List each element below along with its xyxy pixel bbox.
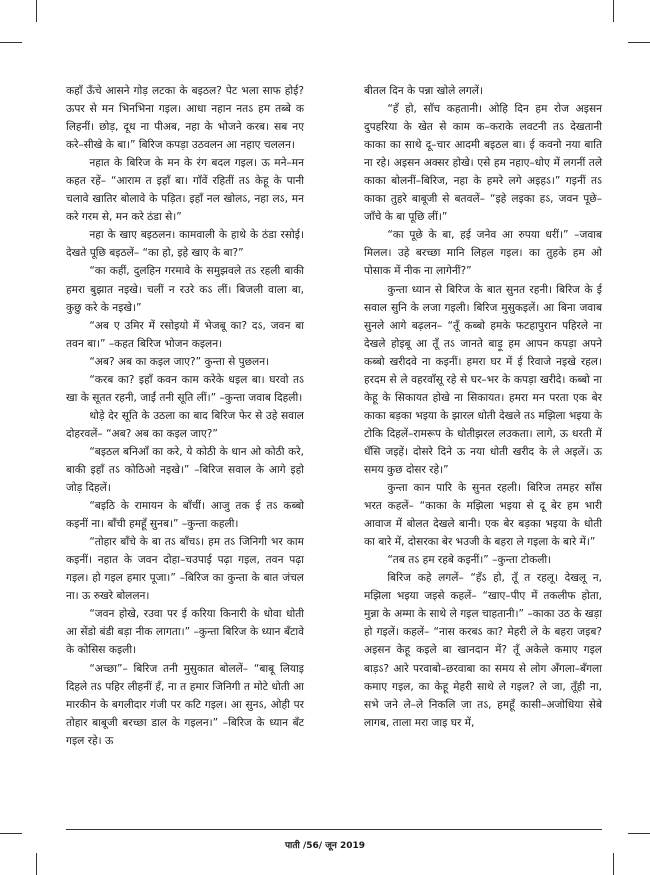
crop-mark <box>0 42 22 43</box>
paragraph: “जवन होखे, रउवा पर ई करिया किनारी के धोवा धोती आ सेंडो बंडी बड़ा नीक लागता।” –कुन्ता बिरिज के ध्यान बँटावे के कोसिस कइली। <box>66 608 304 657</box>
paragraph: कुन्ता कान पारि के सुनत रहली। बिरिज तमहर साँस भरत कहलें– “काका के मझिला भइया से दू बेर हम भारी आवाज में बोलत देखले बानी। एक बेर बड़का भइया के धोती का बारे में, दोसरका बेर भउजी के बहरा ले गइला के बारे में।” <box>364 482 602 549</box>
crop-mark <box>36 853 37 875</box>
paragraph: “तब तऽ हम रहबे कइनीं।” –कुन्ता टोकली। <box>387 554 552 567</box>
paragraph: “करब का? इहाँ कवन काम करेके धइल बा। घरवो तऽ खा के सूतत रहनी, जाईं तनी सूति लीं।” –कुन्ता जवाब दिहली। <box>66 373 304 404</box>
paragraph: बीतल दिन के पन्ना खोले लगलें। <box>364 85 483 97</box>
paragraph: “तोहार बाँचे के बा तऽ बाँचऽ। हम तऽ जिनिगी भर काम कइनीं। नहात के जवन दोहा–चउपाई पढ़ा गइल, तवन पढ़ा गइल। हो गइल हमार पूजा।” –बिरिज का कुन्ता के बात जंचल ना। ऊ रुखरे बोललन। <box>66 536 304 603</box>
crop-mark <box>613 0 614 22</box>
page-footer: पाती /56/ जून 2019 <box>284 841 366 851</box>
paragraph: “बइठि के रामायन के बाँचीं। आजु तक ई तऽ कब्बो कइनीं ना। बाँची हमहूँ सुनब।” –कुन्ता कहली। <box>66 500 304 531</box>
paragraph: “हँ हो, साँच कहतानी। ओहि दिन हम रोज अइसन दुपहरिया के खेत से काम क–कराके लवटनी तऽ देखतानी काका का साथे दू–चार आदमी बइठल बा। ई कवनो नया बाति ना रहे। अइसन अक्सर होखे। एसे हम नहाए–धोए में लगनीं तले काका बोलनीं–बिरिज, नहा के हमरे लगे अइहऽ।” गइनीं तऽ काका तुहरे बाबूजी से बतवलें– “इहे लइका हऽ, जवन पूछे–जाँचे के बा पूछि लीं।” <box>364 103 602 224</box>
footer-rule <box>66 829 602 830</box>
crop-mark <box>36 0 37 22</box>
paragraph: “का कहीं, दुलहिन गरमावे के समुझवले तऽ रहली बाकी हमरा बुझात नइखे। चलीं न रउरे कऽ लीं। बिजली वाला बा, कुछु करे के नइखे।” <box>66 265 304 314</box>
crop-mark <box>628 42 650 43</box>
left-text-column <box>66 82 304 750</box>
paragraph: “अब? अब का कइल जाए?” कुन्ता से पुछलन। <box>89 355 270 368</box>
paragraph: नहात के बिरिज के मन के रंग बदल गइल। ऊ मने–मन कहत रहें– “आराम त इहाँ बा। गाँवें रहितीं तऽ केहू के पानी चलावे खातिर बोलावे के पड़ित। इहाँ नल खोलऽ, नहा लऽ, मन करे गरम से, मन करे ठंडा से।” <box>66 157 304 224</box>
crop-mark <box>628 833 650 834</box>
paragraph: थोड़े देर सूति के उठला का बाद बिरिज फेर से उहे सवाल दोहरवलें– “अब? अब का कइल जाए?” <box>66 409 304 440</box>
crop-mark <box>613 853 614 875</box>
crop-mark <box>0 833 22 834</box>
paragraph: “अब ए उमिर में रसोइयो में भेजबू का? दऽ, जवन बा तवन बा।” –कहत बिरिज भोजन कइलन। <box>66 319 304 350</box>
paragraph: नहा के खाए बइठलन। कामवाली के हाथे के ठंडा रसोई। देखते पूछि बइठलें– “का हो, इहे खाए के बा?” <box>66 229 304 260</box>
paragraph: कहाँ ऊँचे आसने गोड़ लटका के बइठल? पेट भला साफ होई? ऊपर से मन भिनभिना गइल। आधा नहान नतऽ हम तब्बे क लिहनीं। छोड़, दूध ना पीअब, नहा के भोजने करब। सब नए करे–सीखे के बा।” बिरिज कपड़ा उठवलन आ नहाए चललन। <box>66 85 304 152</box>
paragraph: “का पूछे के बा, हई जनेव आ रुपया धरीं।” –जवाब मिलल। उहे बरच्छा मानि लिहल गइल। का तुहके हम ओ पोसाक में नीक ना लागेनीं?” <box>364 229 602 278</box>
paragraph: कुन्ता ध्यान से बिरिज के बात सुनत रहनी। बिरिज के ई सवाल सुनि के लजा गइली। बिरिज मुसुकइलें। आ बिना जवाब सुनले आगे बढ़लन– “तूँ कब्बो हमके फटहापुरान पहिरले ना देखले होइबू आ तूँ तऽ जानते बाड़ू हम आपन कपड़ा अपने कब्बो खरीदवे ना कइनीं। हमरा घर में ई रिवाजे नइखे रहल। हरदम से ले वहरवाँसू रहे से घर–भर के कपड़ा खरीदे। कब्बो ना केहू के सिकायत होखे ना सिकायत। हमरा मन परता एक बेर काका बड़का भइया के झारल धोती देखले तऽ मझिला भइया के टोकि दिहलें–रामरूप के धोतीझरल लउकता। लागे, ऊ धरती में धँसि जइहें। दोसरे दिने ऊ नया धोती खरीद के ले अइलें। ऊ समय कुछ दोसर रहे।” <box>364 283 602 476</box>
paragraph: बिरिज कहे लगलें– “हँऽ हो, तूँ त रहलू। देखलू न, मझिला भइया जइसे कहलें– “खाए–पीए में तकलीफ होता, मुन्ना के अम्मा के साथे ले गइल चाहतानी।” –काका उठ के खड़ा हो गइलें। कहलें– “नास करबऽ का? मेहरी ले के बहरा जइब? अइसन केहू कइले बा खानदान में? तूँ अकेले कमाए गइल बाड़ऽ? आरे परवाबो–छरवाबा का समय से लोग अँगला–बँगला कमाए गइल, का केहू मेहरी साथे ले गइल? ले जा, तूँही ना, सभे जने ले–ले निकलि जा तऽ, हमहूँ कासी–अजोधिया सेबे लागब, ताला मरा जाइ घर में, <box>364 572 602 729</box>
right-text-column <box>364 82 602 732</box>
paragraph: “अच्छा”– बिरिज तनी मुसुकात बोललें– “बाबू लियाइ दिहले तऽ पहिर लीहनीं हँ, ना त हमार जिनिगी त मोटे धोती आ मारकीन के बगलीदार गंजी पर कटि गइल। आ सुनऽ, ओही पर तोहार बाबूजी बरच्छा डाल के गइलन।” –बिरिज के ध्यान बँट गइल रहे। ऊ <box>66 662 304 747</box>
paragraph: “बइठल बनिआँ का करे, ये कोठी के धान ओ कोठी करे, बाकी इहाँ तऽ कोठिओ नइखे।” –बिरिज सवाल के आगे इहो जोड़ दिहलें। <box>66 445 304 495</box>
